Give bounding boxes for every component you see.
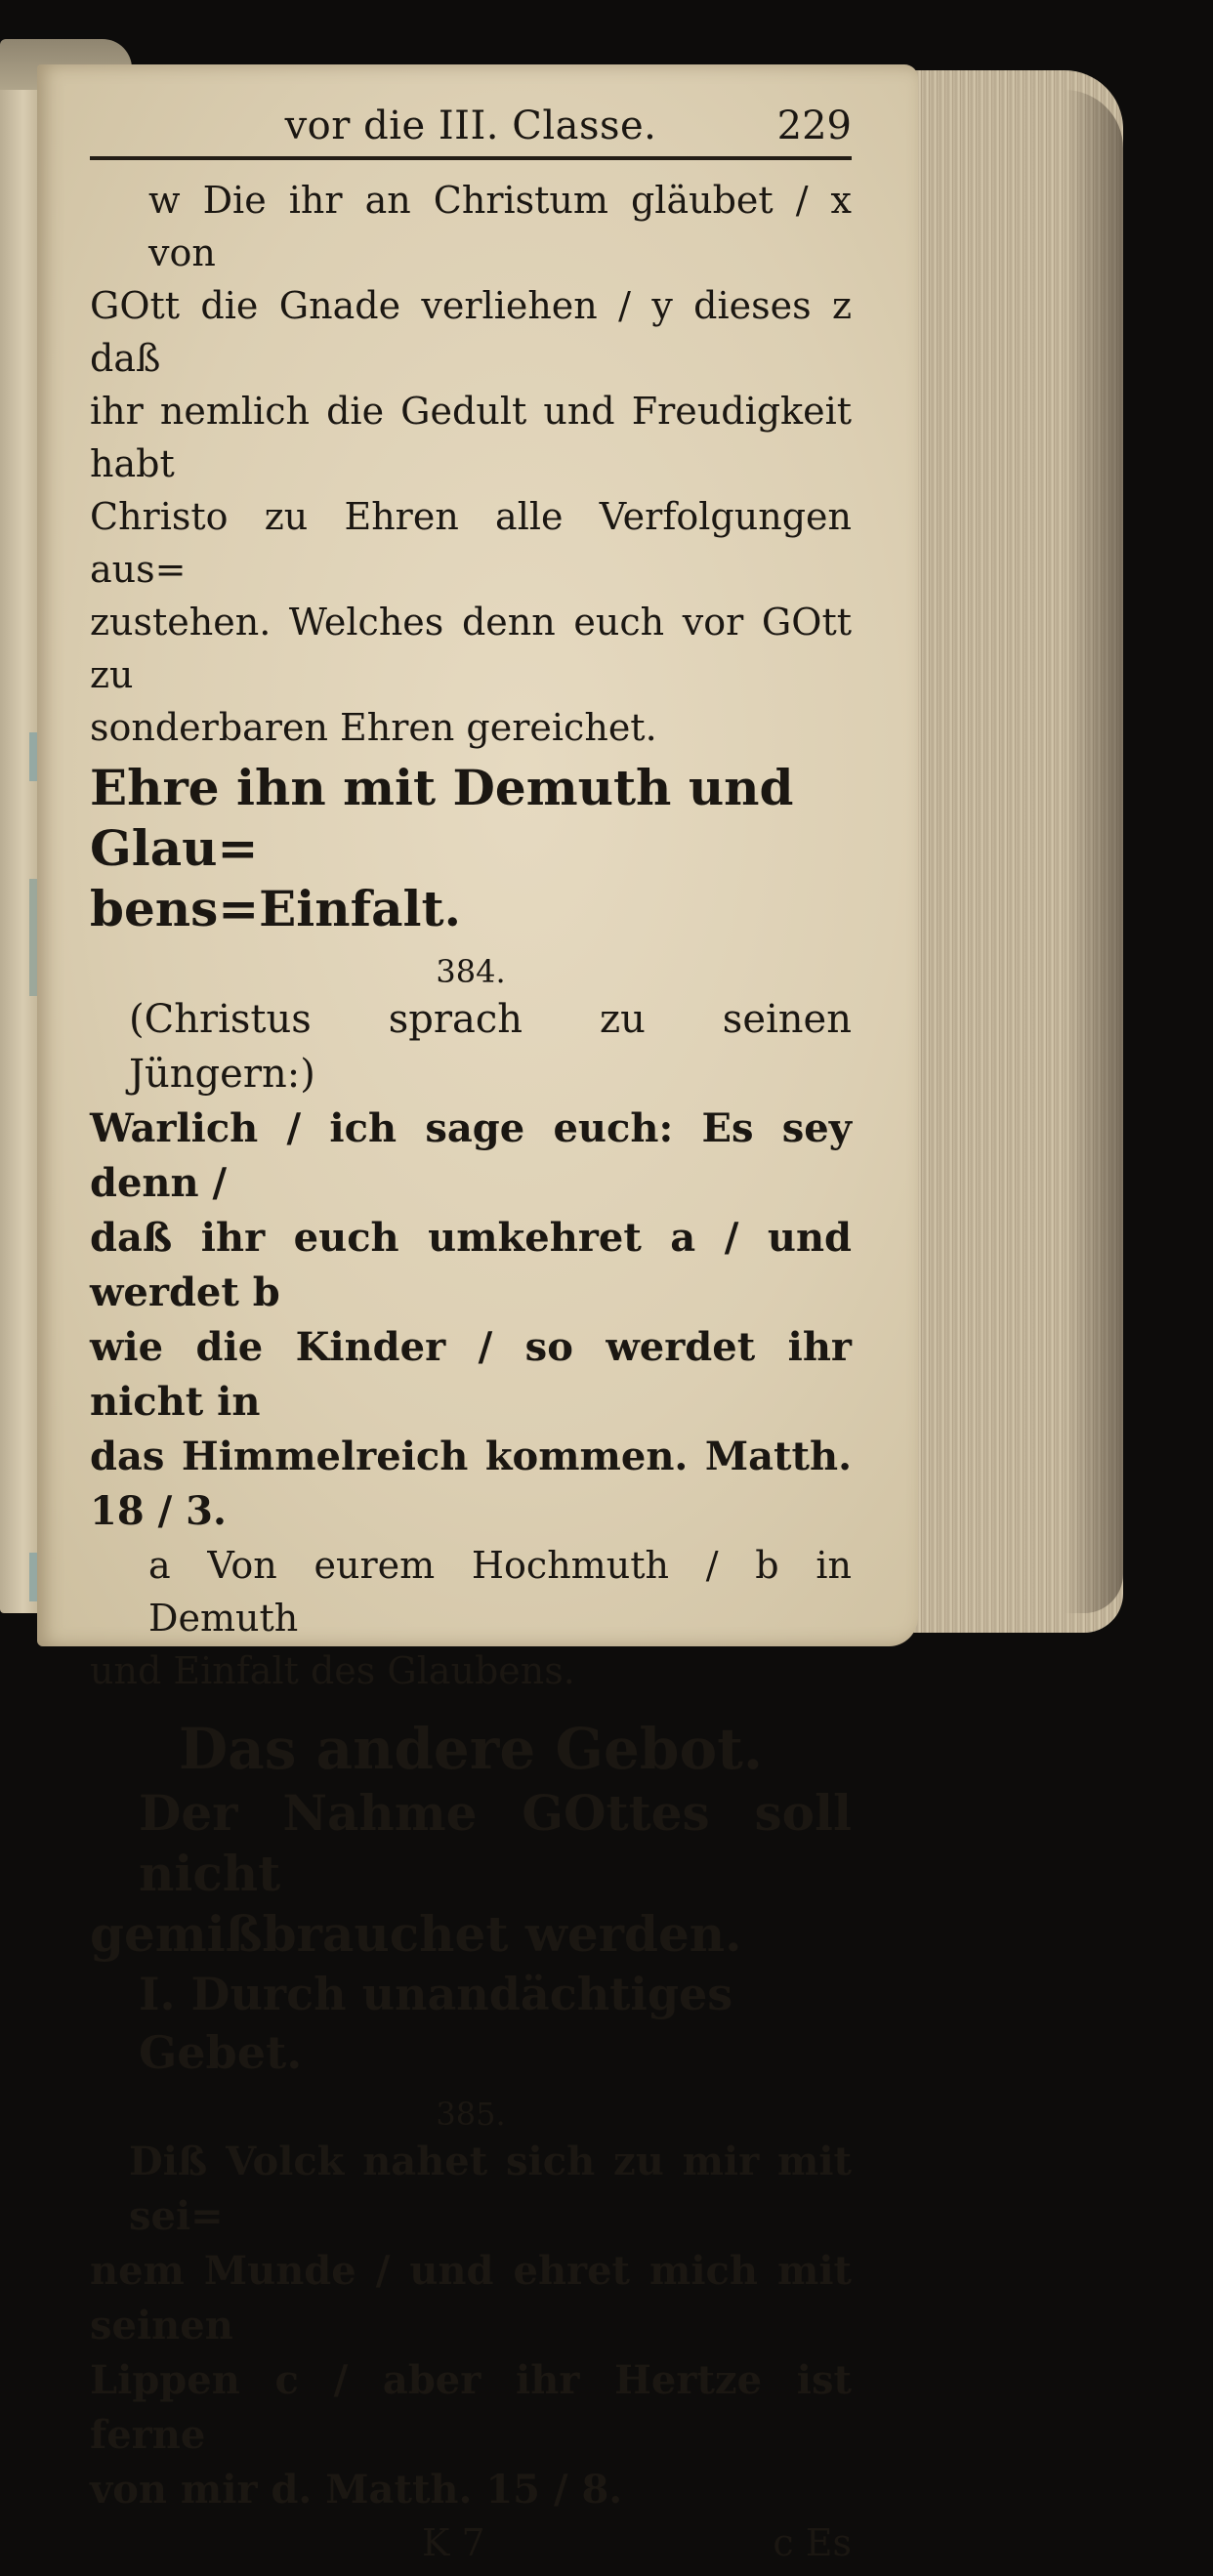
text-line: Ehre ihn mit Demuth und Glau= (90, 759, 794, 877)
text-line: sonderbaren Ehren gereichet. (90, 706, 657, 749)
text-line: Diß Volck nahet sich zu mir mit sei= (129, 2139, 852, 2239)
section-title: I. Durch unandächtiges Gebet. (139, 1968, 733, 2079)
page-body (90, 174, 852, 2576)
page-content (90, 98, 852, 2576)
footnote-w (90, 174, 852, 754)
verse-number-385: 385. (436, 2096, 506, 2133)
verse-384 (90, 1101, 852, 1539)
catchword: c Es (773, 2521, 852, 2564)
commandment-subtitle (90, 1783, 852, 1965)
page-footer (90, 2521, 852, 2576)
text-line: Warlich / ich sage euch: Es sey denn / (90, 1105, 852, 1206)
text-line: wie die Kinder / so werdet ihr nicht in (90, 1324, 852, 1425)
page-number: 229 (776, 104, 852, 148)
running-title: vor die III. Classe. (284, 104, 657, 148)
text-line: w Die ihr an Christum gläubet / x von (148, 179, 852, 274)
verse-385 (90, 2135, 852, 2517)
text-line: gemißbrauchet werden. (90, 1905, 742, 1963)
text-line: Lippen c / aber ihr Hertze ist ferne (90, 2357, 852, 2458)
text-line: zustehen. Welches denn euch vor GOtt zu (90, 601, 852, 696)
text-line: von mir d. Matth. 15 / 8. (90, 2467, 623, 2513)
text-line: Christo zu Ehren alle Verfolgungen aus= (90, 495, 852, 591)
text-line: und Einfalt des Glaubens. (90, 1649, 575, 1692)
text-line: GOtt die Gnade verliehen / y dieses z daß (90, 284, 852, 380)
text-line: bens=Einfalt. (90, 880, 462, 937)
maxim-heading (90, 758, 852, 939)
text-line: das Himmelreich kommen. Matth. 18 / 3. (90, 1433, 852, 1534)
verse-384-intro (90, 992, 852, 1101)
footnote-384 (90, 1539, 852, 1697)
commandment-title: Das andere Gebot. (178, 1716, 764, 1782)
text-line: a Von eurem Hochmuth / b in Demuth (148, 1544, 852, 1640)
left-page-edge (0, 90, 39, 1613)
text-line: daß ihr euch umkehret a / und werdet b (90, 1215, 852, 1315)
verse-number-384: 384. (436, 953, 506, 990)
text-line: nem Munde / und ehret mich mit seinen (90, 2248, 852, 2348)
text-line: ihr nemlich die Gedult und Freudigkeit habt (90, 390, 852, 485)
page-header (90, 98, 852, 160)
signature-mark: K 7 (422, 2521, 485, 2564)
book-page-edges (899, 70, 1123, 1633)
text-line: (Christus sprach zu seinen Jüngern:) (129, 997, 852, 1097)
text-line: Der Nahme GOttes soll nicht (139, 1784, 852, 1902)
